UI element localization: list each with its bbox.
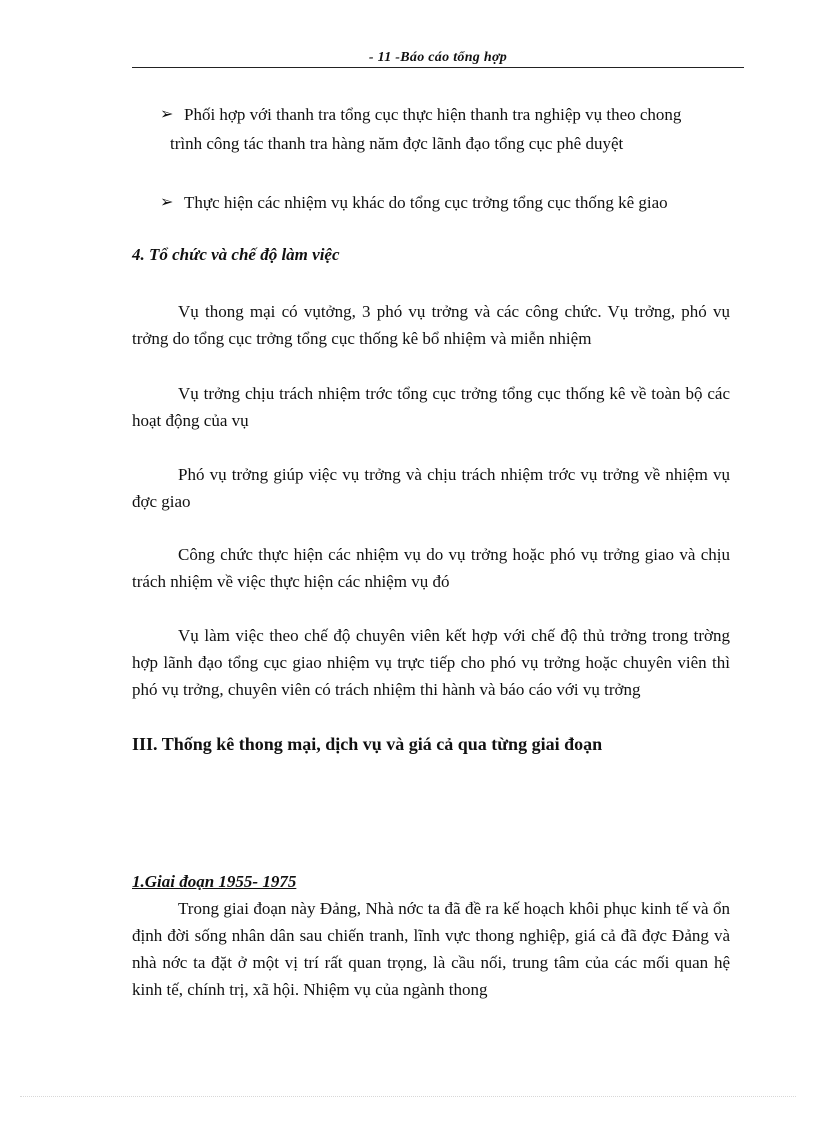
paragraph-text: Công chức thực hiện các nhiệm vụ do vụ trởng hoặc phó vụ trởng giao và chịu trách nhiệm về việc thực hiện các nhiệm vụ đó	[132, 545, 730, 591]
header-rule	[132, 67, 744, 68]
section-heading: III. Thống kê thong mại, dịch vụ và giá cả qua từng giai đoạn	[132, 734, 603, 754]
paragraph-3	[132, 461, 730, 515]
bullet-text-line1: Thực hiện các nhiệm vụ khác do tổng cục trởng tổng cục thống kê giao	[184, 193, 668, 212]
paragraph-text: Vụ làm việc theo chế độ chuyên viên kết hợp với chế độ thủ trởng trong trờng hợp lãnh đạo tổng cục giao nhiệm vụ trực tiếp cho phó vụ trởng hoặc chuyên viên thì phó vụ trởng, chuyên viên có trách nhiệm thi hành và báo cáo với vụ trởng	[132, 626, 730, 699]
bullet-text-line1: Phối hợp với thanh tra tổng cục thực hiện thanh tra nghiệp vụ theo chong	[184, 105, 682, 124]
footer-divider	[20, 1096, 796, 1097]
paragraph-text: Phó vụ trởng giúp việc vụ trởng và chịu trách nhiệm trớc vụ trởng về nhiệm vụ đợc giao	[132, 465, 730, 511]
paragraph-text: Vụ thong mại có vụtởng, 3 phó vụ trởng và các công chức. Vụ trởng, phó vụ trởng do tổng cục trởng tổng cục thống kê bổ nhiệm và miễn nhiệm	[132, 302, 730, 348]
bullet-text-line2: trình công tác thanh tra hàng năm đợc lãnh đạo tổng cục phê duyệt	[170, 134, 624, 153]
paragraph-2	[132, 380, 730, 434]
paragraph-1	[132, 298, 730, 352]
bullet-item-coordinate-inspection	[160, 100, 740, 158]
subsection-heading: 4. Tổ chức và chế độ làm việc	[132, 245, 340, 264]
paragraph-text: Vụ trởng chịu trách nhiệm trớc tổng cục trởng tổng cục thống kê về toàn bộ các hoạt động của vụ	[132, 384, 730, 430]
page-header: - 11 -Báo cáo tổng hợp	[368, 50, 508, 65]
paragraph-4	[132, 541, 730, 595]
period-paragraph	[132, 895, 730, 1003]
period-heading: 1.Giai đoạn 1955- 1975	[132, 872, 297, 891]
paragraph-5	[132, 622, 730, 703]
paragraph-text: Trong giai đoạn này Đảng, Nhà nớc ta đã đề ra kế hoạch khôi phục kinh tế và ổn định đời sống nhân dân sau chiến tranh, lĩnh vực thong nghiệp, giá cả đã đợc Đảng và nhà nớc ta đặt ở một vị trí rất quan trọng, là cầu nối, trung tâm của các mối quan hệ kinh tế, chính trị, xã hội. Nhiệm vụ của ngành thong	[132, 899, 730, 999]
arrow-bullet-icon: ➢	[160, 106, 174, 123]
bullet-item-other-tasks	[160, 188, 740, 217]
arrow-bullet-icon: ➢	[160, 194, 174, 211]
